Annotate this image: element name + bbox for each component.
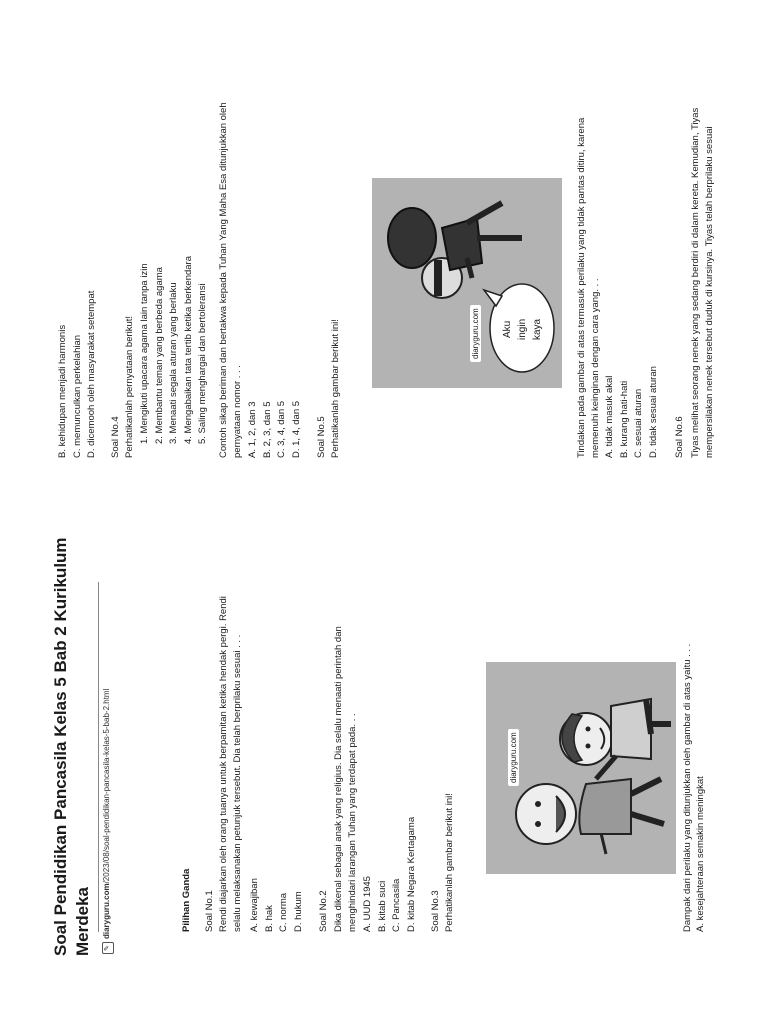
q3-prompt: Perhatikanlah gambar berikut ini! [444, 793, 455, 932]
q5-illustration-thief [372, 178, 562, 388]
q4-question-line-2: pernyataan nomor . . . [232, 365, 243, 458]
q5-bubble-word-3: kaya [532, 318, 543, 340]
q4-statement-5: 5. Saling menghargai dan bertoleransi [197, 283, 208, 444]
q5-question-line-1: Tindakan pada gambar di atas termasuk perilaku yang tidak pantas ditiru, karena [576, 117, 587, 458]
q6-text-line-1: Tiyas melihat seorang nenek yang sedang berdiri di dalam kereta. Kemudian, Tiyas [690, 107, 701, 458]
q5-bubble-word-1: Aku [502, 320, 513, 338]
q5-option-d: D. tidak sesuai aturan [647, 366, 659, 458]
q4-label: Soal No.4 [110, 416, 121, 458]
q4-option-d: D. 1, 4, dan 5 [290, 400, 302, 458]
q4-option-b: B. 2, 3, dan 5 [261, 401, 273, 458]
q4-option-c: C. 3, 4, dan 5 [276, 400, 287, 458]
q1-option-c: C. norma [278, 892, 289, 932]
source-url [102, 689, 114, 954]
q1-option-b: B. hak [263, 905, 275, 932]
section-heading: Pilihan Ganda [181, 868, 192, 932]
q5-label: Soal No.5 [316, 416, 327, 458]
q5-question-line-2: memenuhi keinginan dengan cara yang. . . [590, 278, 601, 458]
q3-image-watermark: diaryguru.com [508, 729, 519, 786]
q4-prompt: Perhatikanlah pernyataan berikut! [124, 315, 135, 458]
q3-option-b: B. kehidupan menjadi harmonis [57, 324, 68, 458]
q3-option-d: D. dicemooh oleh masyarakat setempat [86, 290, 97, 458]
q2-option-d: D. kitab Negara Kertagama [405, 816, 417, 932]
q4-statement-3: 3. Menaati segala aturan yang berlaku [168, 282, 179, 444]
q2-option-b: B. kitab suci [376, 880, 388, 932]
site-logo-icon: ✎ [102, 942, 114, 954]
document-title-line-2: Merdeka [73, 887, 92, 956]
q5-bubble-word-2: ingin [517, 318, 528, 340]
q5-image-watermark: diaryguru.com [470, 305, 481, 362]
thief-drawing [372, 178, 562, 388]
q4-option-a: A. 1, 2, dan 3 [247, 401, 258, 458]
source-domain: diaryguru.com [102, 883, 111, 939]
q6-label: Soal No.6 [674, 416, 685, 458]
q2-option-a: A. UUD 1945 [362, 876, 373, 932]
q3-label: Soal No.3 [430, 890, 441, 932]
q3-option-a: A. kesejahteraan semakin meningkat [695, 776, 706, 932]
q2-label: Soal No.2 [318, 890, 329, 932]
q3-illustration-two-kids-fighting [486, 662, 676, 874]
source-path: /2023/08/soal-pendidikan-pancasila-kelas-5-bab-2.html [102, 688, 111, 884]
q1-label: Soal No.1 [204, 890, 215, 932]
q4-statement-2: 2. Membantu teman yang berbeda agama [153, 267, 165, 444]
q2-text-line-2: menghindari larangan Tuhan yang terdapat pada. . . [347, 713, 358, 932]
q4-statement-4: 4. Mengabaikan tata tertib ketika berkendara [182, 255, 194, 444]
q1-text-line-2: selalu melaksanakan petunjuk tersebut. Dia telah berprilaku sesuai . . . [232, 634, 243, 932]
q1-option-a: A. kewajiban [249, 878, 260, 932]
q2-option-c: C. Pancasila [391, 878, 402, 932]
q4-statement-1: 1. Mengikuti upacara agama lain tanpa izin [139, 263, 150, 444]
title-rule [98, 582, 99, 932]
q2-text-line-1: Dika dikenal sebagai anak yang religius. Dia selalu menaati perintah dan [333, 626, 344, 932]
q4-question-line-1: Contoh sikap beriman dan bertakwa kepada Tuhan Yang Maha Esa ditunjukkan oleh [218, 102, 229, 458]
q6-text-line-2: mempersilakan nenek tersebut duduk di kursinya. Tiyas telah berprilaku sesuai [704, 126, 715, 458]
q5-option-a: A. tidak masuk akal [604, 375, 615, 458]
q5-option-b: B. kurang hati-hati [618, 380, 630, 458]
q5-option-c: C. sesuai aturan [633, 388, 644, 458]
q1-option-d: D. hukum [292, 891, 304, 932]
q1-text-line-1: Rendi diajarkan oleh orang tuanya untuk berpamitan ketika hendak pergi. Rendi [218, 596, 229, 932]
q5-prompt: Perhatikanlah gambar berikut ini! [330, 319, 341, 458]
q3-option-c: C. memunculkan perkelahian [71, 334, 83, 458]
document-title-line-1: Soal Pendidikan Pancasila Kelas 5 Bab 2 Kurikulum [51, 537, 70, 956]
q3-question: Dampak dari perilaku yang ditunjukkan oleh gambar di atas yaitu . . . [682, 643, 693, 932]
